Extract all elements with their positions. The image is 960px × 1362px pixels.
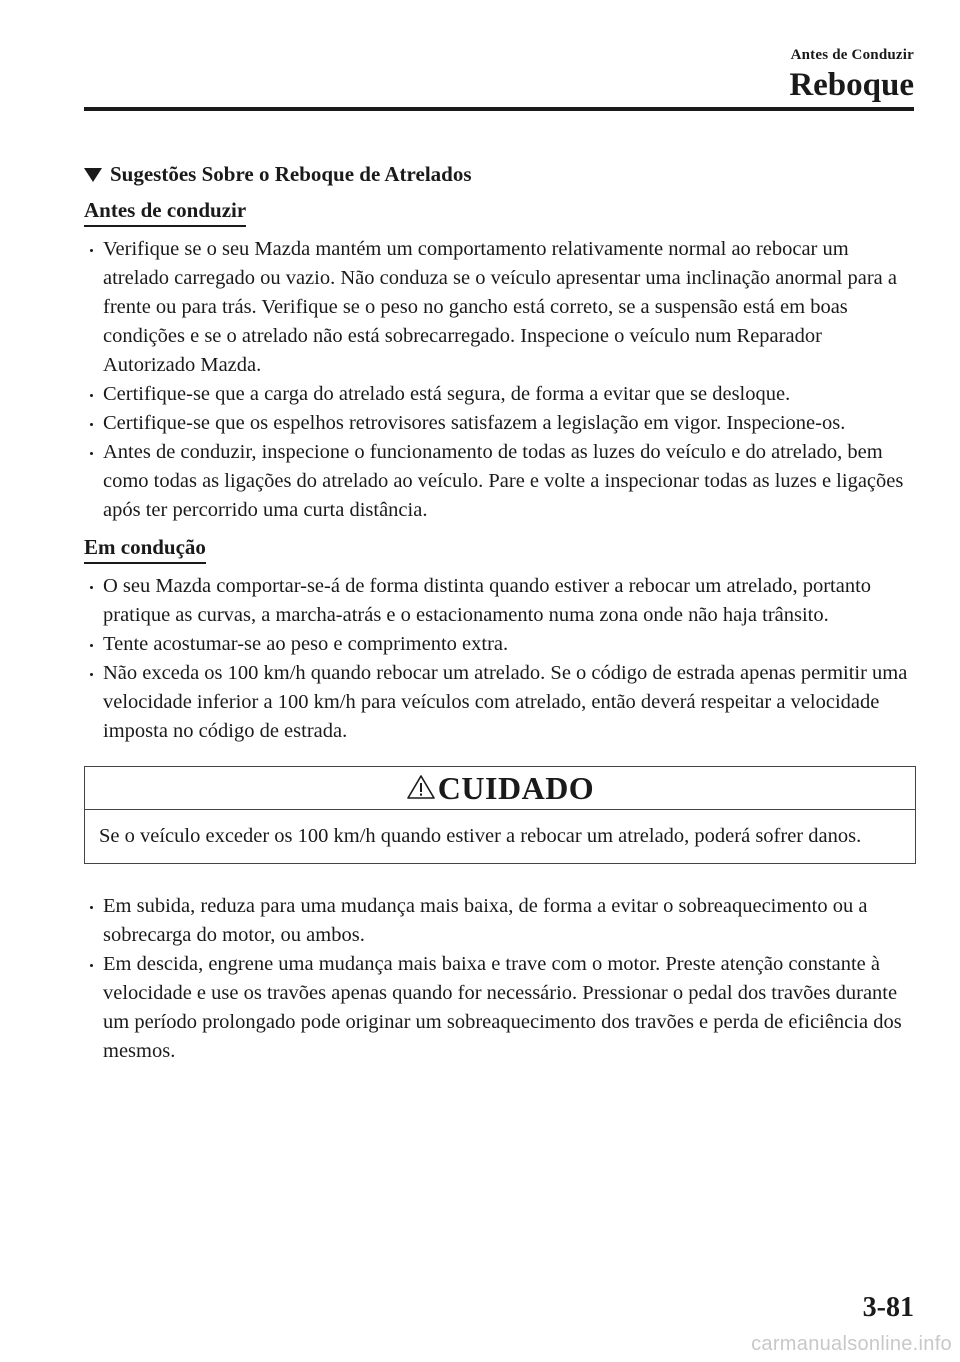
list-item: Tente acostumar-se ao peso e comprimento extra. (84, 630, 916, 659)
list-item: Certifique-se que a carga do atrelado está segura, de forma a evitar que se desloque. (84, 380, 916, 409)
caution-header (85, 767, 915, 810)
subheading-before-driving: Antes de conduzir (84, 196, 246, 227)
before-driving-list (84, 235, 916, 525)
page-number: 3-81 (862, 1292, 914, 1323)
chapter-title: Antes de Conduzir (790, 47, 914, 63)
header-rule (84, 107, 914, 111)
section-title: Reboque (789, 67, 914, 103)
page-header (789, 46, 914, 104)
list-item: Verifique se o seu Mazda mantém um comportamento relativamente normal ao rebocar um atrelado carregado ou vazio. Não conduza se o veículo apresentar uma inclinação anormal para a frente ou para trás. Verifique se o peso no gancho está correto, se a suspensão está em boas condições e se o atrelado não está sobrecarregado. Inspecione o veículo num Reparador Autorizado Mazda. (84, 235, 916, 380)
driving-list (84, 572, 916, 746)
caution-title: CUIDADO (437, 770, 595, 806)
list-item: Em descida, engrene uma mudança mais baixa e trave com o motor. Preste atenção constante à velocidade e use os travões apenas quando for necessário. Pressionar o pedal dos travões durante um período prolongado pode originar um sobreaquecimento dos travões e perda de eficiência dos mesmos. (84, 950, 916, 1066)
list-item: Em subida, reduza para uma mudança mais baixa, de forma a evitar o sobreaquecimento ou a sobrecarga do motor, ou ambos. (84, 892, 916, 950)
caution-box (84, 766, 916, 864)
warning-triangle-icon (406, 774, 436, 800)
after-caution-list (84, 892, 916, 1066)
list-item: Antes de conduzir, inspecione o funcionamento de todas as luzes do veículo e do atrelado, bem como todas as ligações do atrelado ao veículo. Pare e volte a inspecionar todas as luzes e ligações após ter percorrido uma curta distância. (84, 438, 916, 525)
list-item: O seu Mazda comportar-se-á de forma distinta quando estiver a rebocar um atrelado, portanto pratique as curvas, a marcha-atrás e o estacionamento numa zona onde não haja trânsito. (84, 572, 916, 630)
subheading-driving: Em condução (84, 533, 206, 564)
page-content (84, 158, 916, 1072)
watermark: carmanualsonline.info (751, 1333, 952, 1355)
triangle-down-icon (84, 168, 102, 182)
list-item: Certifique-se que os espelhos retrovisores satisfazem a legislação em vigor. Inspecione-os. (84, 409, 916, 438)
topic-heading (84, 158, 916, 190)
list-item: Não exceda os 100 km/h quando rebocar um atrelado. Se o código de estrada apenas permitir uma velocidade inferior a 100 km/h para veículos com atrelado, então deverá respeitar a velocidade imposta no código de estrada. (84, 659, 916, 746)
topic-heading-text: Sugestões Sobre o Reboque de Atrelados (110, 162, 472, 186)
caution-text: Se o veículo exceder os 100 km/h quando estiver a rebocar um atrelado, poderá sofrer danos. (99, 825, 862, 847)
